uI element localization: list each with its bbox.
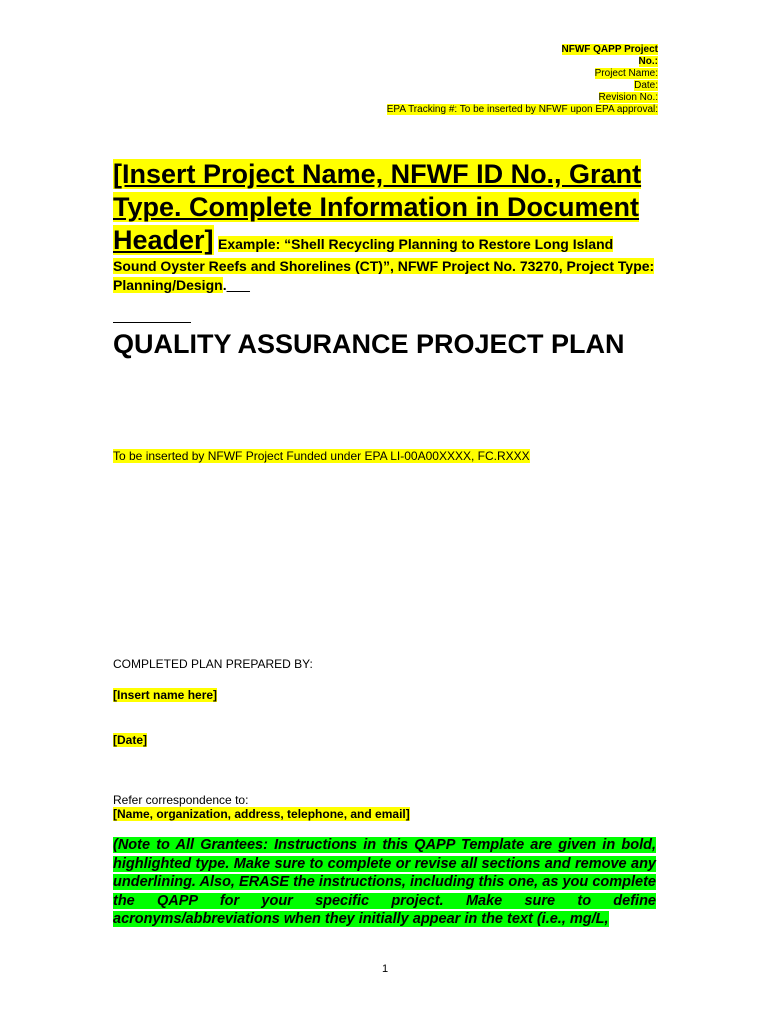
correspondence-label: Refer correspondence to:: [113, 793, 249, 807]
header-project-label: NFWF QAPP Project: [561, 44, 658, 55]
header-project-name: Project Name:: [594, 68, 658, 79]
header-number-label: No.:: [638, 56, 658, 67]
project-title-period: .: [222, 277, 227, 293]
funding-text: To be inserted by NFWF Project Funded under EPA LI-00A00XXXX, FC.RXXX: [113, 449, 530, 463]
header-revision: Revision No.:: [598, 92, 658, 103]
project-title-rule: ___: [226, 277, 250, 293]
page-number: 1: [381, 963, 389, 975]
correspondence-placeholder: [Name, organization, address, telephone, and email]: [113, 807, 410, 821]
grantee-note: [113, 836, 656, 929]
preparer-name-placeholder: [Insert name here]: [113, 688, 218, 702]
title-divider: [113, 322, 191, 323]
header-date: Date:: [634, 80, 658, 91]
project-title-placeholder: [Insert Project Name, NFWF ID No., Grant Type. Complete Information in Document Header]: [113, 159, 642, 255]
correspondence-contact: [113, 807, 410, 821]
funding-line: [113, 449, 530, 463]
document-header: [387, 44, 658, 116]
header-epa-tracking: EPA Tracking #: To be inserted by NFWF upon EPA approval:: [386, 104, 658, 115]
prepared-date: [113, 733, 147, 747]
prepared-date-placeholder: [Date]: [113, 733, 148, 747]
grantee-note-text: (Note to All Grantees: Instructions in this QAPP Template are given in bold, highlighted type. Make sure to complete or revise all sections and remove any underlining. Also, ERASE the instructions, including this one, as you complete the QAPP for your specific project. Make sure to define acronyms/abbreviations when they initially appear in the text (i.e., mg/L,: [113, 837, 656, 927]
document-title: QUALITY ASSURANCE PROJECT PLAN: [113, 329, 625, 359]
preparer-name: [113, 688, 217, 702]
prepared-by-label: COMPLETED PLAN PREPARED BY:: [113, 657, 313, 671]
project-title-block: [113, 158, 656, 295]
project-title-example: Example: “Shell Recycling Planning to Restore Long Island Sound Oyster Reefs and Shorelines (CT)”, NFWF Project No. 73270, Project Type: Planning/Design: [113, 236, 655, 293]
